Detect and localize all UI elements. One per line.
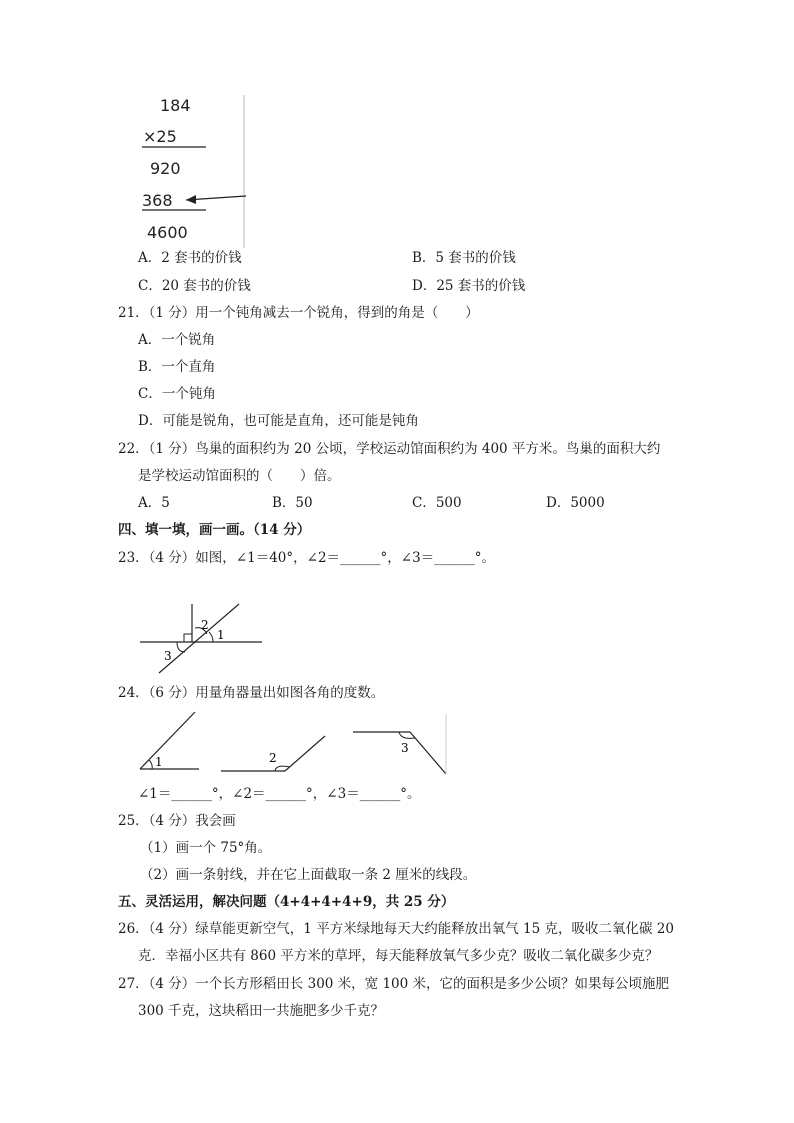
q22-option-b: B．50 — [272, 495, 313, 511]
q21-option-d: D．可能是锐角，也可能是直角，还可能是钝角 — [138, 413, 419, 429]
section4-title: 四、填一填，画一画。（14 分） — [118, 522, 311, 538]
q21-option-b: B．一个直角 — [138, 359, 216, 375]
q24-label-2: 2 — [269, 751, 277, 765]
q22-option-d: D．5000 — [546, 495, 605, 511]
q25-stem: 25．（4 分）我会画 — [118, 813, 236, 829]
q25-item-1: （1）画一个 75°角。 — [140, 840, 272, 856]
q21-option-c: C．一个钝角 — [138, 386, 216, 402]
calc-line-3: 920 — [150, 159, 181, 178]
q24-stem: 24．（6 分）用量角器量出如图各角的度数。 — [118, 685, 385, 701]
q27-line1: 27．（4 分）一个长方形稻田长 300 米，宽 100 米，它的面积是多少公顷？如果每公顷施肥 — [118, 976, 670, 992]
calc-line-4: 368 — [142, 191, 173, 210]
calc-line-1: 184 — [160, 96, 191, 115]
q23-stem: 23．（4 分）如图，∠1＝40°，∠2＝______°，∠3＝______°。 — [118, 550, 495, 566]
section5-title: 五、灵活运用，解决问题（4+4+4+4+9，共 25 分） — [118, 894, 455, 910]
q27-line2: 300 千克，这块稻田一共施肥多少千克？ — [138, 1003, 385, 1019]
q26-line2: 克．幸福小区共有 860 平方米的草坪，每天能释放氧气多少克？吸收二氧化碳多少克？ — [138, 948, 659, 964]
q22-stem-line2: 是学校运动馆面积的（ ）倍。 — [138, 468, 341, 484]
q25-item-2: （2）画一条射线，并在它上面截取一条 2 厘米的线段。 — [140, 867, 477, 883]
q22-option-c: C．500 — [412, 495, 462, 511]
q20-option-b: B．5 套书的价钱 — [412, 250, 516, 266]
q23-label-3: 3 — [164, 649, 172, 663]
q20-option-a: A．2 套书的价钱 — [138, 250, 242, 266]
q21-option-a: A．一个锐角 — [138, 332, 216, 348]
q22-option-a: A．5 — [138, 495, 170, 511]
q24-label-3: 3 — [401, 741, 409, 755]
q24-angle-figures — [135, 708, 455, 776]
q23-angle-figure — [135, 598, 270, 678]
q26-line1: 26．（4 分）绿草能更新空气，1 平方米绿地每天大约能释放出氧气 15 克，吸收二氧化碳 20 — [118, 921, 674, 937]
q24-label-1: 1 — [155, 755, 163, 769]
q24-answer-line: ∠1＝______°，∠2＝______°，∠3＝______°。 — [138, 786, 421, 802]
calc-line-2: ×25 — [143, 127, 177, 146]
q22-stem-line1: 22．（1 分）鸟巢的面积约为 20 公顷，学校运动馆面积约为 400 平方米。鸟巢的面积大约 — [118, 441, 661, 457]
q21-stem: 21．（1 分）用一个钝角减去一个锐角，得到的角是（ ） — [118, 305, 479, 321]
q20-option-c: C．20 套书的价钱 — [138, 278, 251, 294]
q20-option-d: D．25 套书的价钱 — [412, 278, 526, 294]
q23-label-2: 2 — [201, 618, 209, 632]
calc-line-5: 4600 — [147, 223, 188, 242]
arrow-head-icon — [186, 195, 196, 204]
q23-label-1: 1 — [217, 628, 225, 642]
